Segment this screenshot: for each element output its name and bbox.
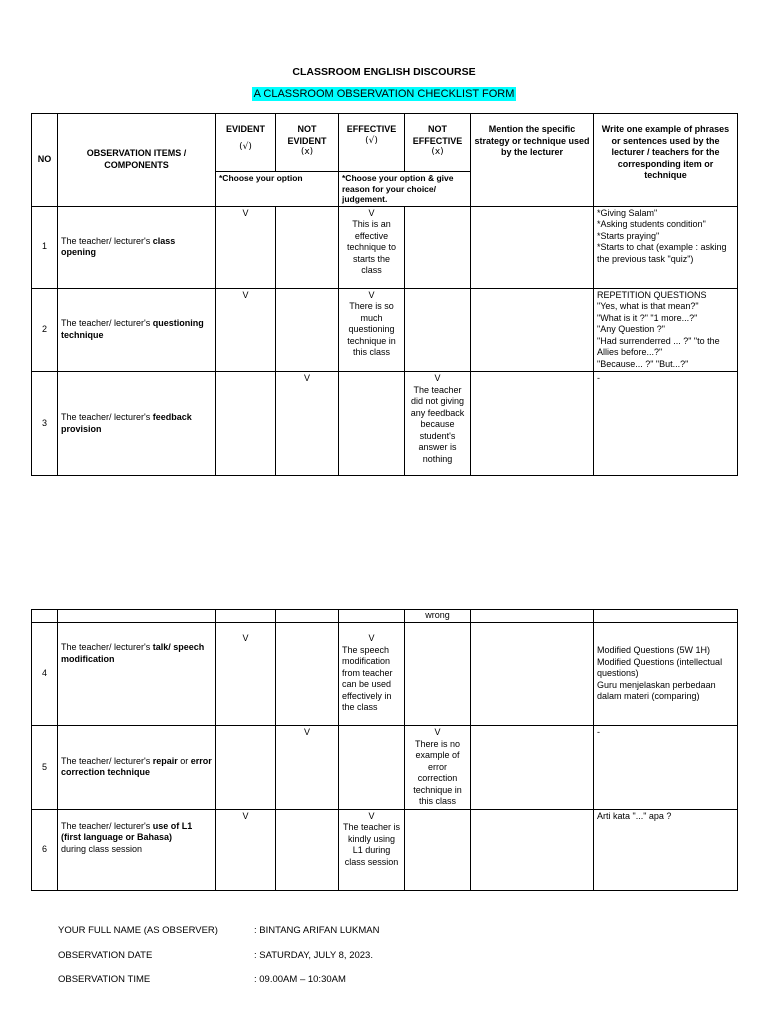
not-effective-cell bbox=[405, 809, 471, 890]
effective-cell bbox=[339, 623, 405, 726]
observation-date-line bbox=[58, 950, 373, 961]
not-evident-cell bbox=[276, 288, 339, 372]
header-example: Write one example of phrases or sentences used by the lecturer / teachers for the corresponding item or technique bbox=[594, 114, 738, 207]
header-not-evident-label: NOT EVIDENT bbox=[287, 124, 327, 146]
not-evident-cell bbox=[276, 809, 339, 890]
not-effective-cell bbox=[405, 206, 471, 288]
row-number: 4 bbox=[32, 623, 58, 726]
not-evident-cell bbox=[276, 610, 339, 623]
observation-date-value: : SATURDAY, JULY 8, 2023. bbox=[254, 950, 373, 961]
header-effective bbox=[339, 114, 405, 172]
observation-time-value: : 09.00AM – 10:30AM bbox=[254, 974, 346, 985]
strategy-cell bbox=[471, 610, 594, 623]
observation-table-part1 bbox=[31, 113, 738, 476]
table-row-continuation bbox=[32, 610, 738, 623]
observation-item: The teacher/ lecturer's talk/ speech modification bbox=[58, 623, 216, 726]
header-strategy: Mention the specific strategy or technique used by the lecturer bbox=[471, 114, 594, 207]
table-row bbox=[32, 809, 738, 890]
header-evident-label: EVIDENT bbox=[225, 124, 265, 134]
cross-symbol: (x) bbox=[431, 147, 444, 157]
evident-cell bbox=[216, 726, 276, 810]
not-evident-cell: V bbox=[276, 726, 339, 810]
cross-symbol: (x) bbox=[300, 147, 314, 157]
strategy-cell bbox=[471, 623, 594, 726]
example-cell: - bbox=[594, 372, 738, 476]
strategy-cell bbox=[471, 288, 594, 372]
header-effective-label: EFFECTIVE bbox=[346, 124, 397, 134]
evident-cell: V bbox=[216, 206, 276, 288]
not-effective-cell bbox=[405, 623, 471, 726]
effective-cell: V There is so much questioning technique in this class bbox=[339, 288, 405, 372]
effective-cell bbox=[339, 372, 405, 476]
header-observation-items: OBSERVATION ITEMS / COMPONENTS bbox=[58, 114, 216, 207]
effective-mark: V bbox=[368, 633, 375, 643]
note-choose-reason: *Choose your option & give reason for your choice/ judgement. bbox=[339, 172, 471, 207]
observer-name-value: : BINTANG ARIFAN LUKMAN bbox=[254, 925, 380, 936]
strategy-cell bbox=[471, 206, 594, 288]
table-row bbox=[32, 623, 738, 726]
not-evident-cell bbox=[276, 623, 339, 726]
observation-item: The teacher/ lecturer's repair or error correction technique bbox=[58, 726, 216, 810]
observation-time-line bbox=[58, 974, 346, 985]
not-evident-cell bbox=[276, 206, 339, 288]
effective-cell: V The teacher is kindly using L1 during class session bbox=[339, 809, 405, 890]
header-not-evident bbox=[276, 114, 339, 172]
evident-cell: V bbox=[216, 809, 276, 890]
strategy-cell bbox=[471, 726, 594, 810]
evident-cell: V bbox=[216, 288, 276, 372]
table-row bbox=[32, 726, 738, 810]
observation-item bbox=[58, 610, 216, 623]
header-evident bbox=[216, 114, 276, 172]
example-cell: *Giving Salam" *Asking students condition" *Starts praying" *Starts to chat (example : asking the previous task "quiz") bbox=[594, 206, 738, 288]
evident-cell bbox=[216, 610, 276, 623]
row-number bbox=[32, 610, 58, 623]
row-number: 1 bbox=[32, 206, 58, 288]
observation-item: The teacher/ lecturer's class opening bbox=[58, 206, 216, 288]
evident-cell bbox=[216, 372, 276, 476]
observer-name-label: YOUR FULL NAME (AS OBSERVER) bbox=[58, 925, 218, 936]
example-cell: Arti kata "..." apa ? bbox=[594, 809, 738, 890]
header-no: NO bbox=[32, 114, 58, 207]
strategy-cell bbox=[471, 809, 594, 890]
observation-item: The teacher/ lecturer's questioning technique bbox=[58, 288, 216, 372]
observation-date-label: OBSERVATION DATE bbox=[58, 950, 153, 961]
table-row bbox=[32, 288, 738, 372]
form-subtitle-highlighted: A CLASSROOM OBSERVATION CHECKLIST FORM bbox=[253, 88, 515, 100]
example-cell bbox=[594, 610, 738, 623]
not-effective-cell: V There is no example of error correction technique in this class bbox=[405, 726, 471, 810]
not-evident-cell: V bbox=[276, 372, 339, 476]
table-row bbox=[32, 372, 738, 476]
header-not-effective bbox=[405, 114, 471, 172]
evident-cell: V bbox=[216, 623, 276, 726]
example-cell: Modified Questions (5W 1H) Modified Questions (intellectual questions) Guru menjelaskan perbedaan dalam materi (comparing) bbox=[594, 623, 738, 726]
note-choose-option: *Choose your option bbox=[216, 172, 339, 207]
header-not-effective-label: NOT EFFECTIVE bbox=[412, 124, 463, 146]
check-symbol: (√) bbox=[365, 135, 378, 146]
check-symbol: (√) bbox=[239, 141, 252, 152]
row-number: 2 bbox=[32, 288, 58, 372]
observation-item: The teacher/ lecturer's use of L1 (first language or Bahasa) during class session bbox=[58, 809, 216, 890]
effective-reason: The speech modification from teacher can be used effectively in the class bbox=[342, 644, 393, 712]
row-number: 6 bbox=[32, 809, 58, 890]
observation-time-label: OBSERVATION TIME bbox=[58, 974, 151, 985]
observer-name-line bbox=[58, 925, 379, 936]
observation-item: The teacher/ lecturer's feedback provision bbox=[58, 372, 216, 476]
row-number: 5 bbox=[32, 726, 58, 810]
form-heading: CLASSROOM ENGLISH DISCOURSE bbox=[292, 66, 476, 78]
example-cell: - bbox=[594, 726, 738, 810]
strategy-cell bbox=[471, 372, 594, 476]
observation-table-part2 bbox=[31, 609, 738, 891]
not-effective-cell bbox=[405, 288, 471, 372]
example-cell: REPETITION QUESTIONS "Yes, what is that mean?" "What is it ?" "1 more...?" "Any Question ?" "Had surrenderred ... ?" "to the Allies before...?" "Because... ?" "But...?" bbox=[594, 288, 738, 372]
not-effective-cell: V The teacher did not giving any feedback because student's answer is nothing bbox=[405, 372, 471, 476]
effective-cell bbox=[339, 726, 405, 810]
row-number: 3 bbox=[32, 372, 58, 476]
table-row bbox=[32, 206, 738, 288]
not-effective-cell: wrong bbox=[405, 610, 471, 623]
effective-cell: V This is an effective technique to starts the class bbox=[339, 206, 405, 288]
effective-cell bbox=[339, 610, 405, 623]
